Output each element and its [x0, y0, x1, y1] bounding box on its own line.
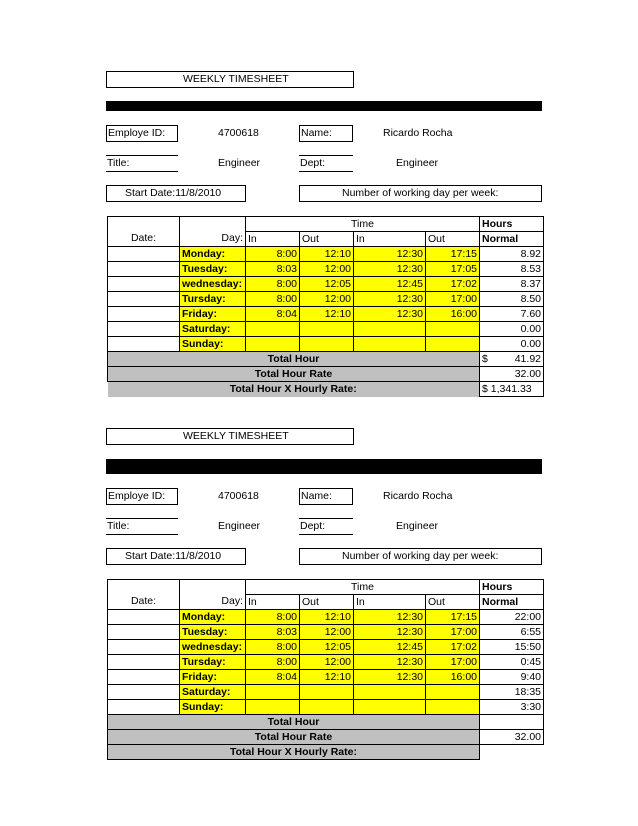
normal-cell: 9:40	[480, 670, 544, 685]
in1-cell: 8:00	[246, 277, 300, 292]
table-header-row	[108, 580, 544, 595]
in2-cell: 12:30	[354, 247, 426, 262]
in1-cell	[246, 700, 300, 715]
out2-header: Out	[426, 595, 480, 610]
table-subheader-row	[108, 232, 544, 247]
total-pay-row	[108, 382, 544, 397]
day-cell: Tuesday:	[180, 262, 246, 277]
total-hour-row	[108, 352, 544, 367]
employee-id-value: 4700618	[218, 490, 259, 502]
out1-cell	[300, 322, 354, 337]
normal-cell: 3:30	[480, 700, 544, 715]
day-header: Day:	[180, 232, 246, 247]
normal-header: Normal	[480, 232, 544, 247]
total-hour-value: 41.92	[514, 352, 541, 365]
title-label-line	[106, 518, 178, 535]
out2-cell	[426, 700, 480, 715]
table-header-row	[108, 217, 544, 232]
normal-cell: 8.53	[480, 262, 544, 277]
title-label: Title:	[107, 520, 130, 532]
in2-cell	[354, 337, 426, 352]
date-header: Date:	[108, 232, 180, 247]
in2-cell: 12:30	[354, 307, 426, 322]
total-pay-row	[108, 745, 544, 760]
in1-cell: 8:00	[246, 655, 300, 670]
table-row	[108, 655, 544, 670]
total-pay-label: Total Hour X Hourly Rate:	[108, 382, 480, 397]
total-hour-row	[108, 715, 544, 730]
total-pay-cell	[480, 382, 544, 397]
out1-cell: 12:10	[300, 307, 354, 322]
table-row	[108, 640, 544, 655]
in2-cell	[354, 322, 426, 337]
total-pay-value: 1,341.33	[490, 382, 532, 395]
table-row	[108, 670, 544, 685]
in1-header: In	[246, 232, 300, 247]
time-header: Time	[246, 580, 480, 595]
out1-cell: 12:00	[300, 262, 354, 277]
in2-cell: 12:45	[354, 277, 426, 292]
normal-cell: 0.00	[480, 322, 544, 337]
out2-cell	[426, 337, 480, 352]
table-row	[108, 610, 544, 625]
dept-label: Dept:	[300, 520, 326, 532]
total-rate-label: Total Hour Rate	[108, 367, 480, 382]
table-row	[108, 322, 544, 337]
normal-cell: 8.92	[480, 247, 544, 262]
normal-cell: 18:35	[480, 685, 544, 700]
in1-cell	[246, 685, 300, 700]
out1-cell	[300, 685, 354, 700]
total-hour-cell	[480, 352, 544, 367]
day-cell: Monday:	[180, 610, 246, 625]
normal-cell: 7.60	[480, 307, 544, 322]
out1-cell: 12:00	[300, 292, 354, 307]
working-days-box	[299, 548, 542, 565]
table-row	[108, 337, 544, 352]
out1-cell: 12:00	[300, 655, 354, 670]
table-row	[108, 625, 544, 640]
date-header: Date:	[108, 595, 180, 610]
table-subheader-row	[108, 595, 544, 610]
in1-cell	[246, 322, 300, 337]
out1-cell: 12:10	[300, 247, 354, 262]
employee-id-value: 4700618	[218, 127, 259, 139]
name-label: Name:	[301, 490, 332, 502]
name-label: Name:	[301, 127, 332, 139]
total-hour-label: Total Hour	[108, 715, 480, 730]
timesheet-table	[107, 579, 544, 760]
total-rate-value: 32.00	[480, 730, 544, 745]
dept-label-line	[299, 155, 353, 172]
sheet-title-box	[106, 71, 354, 88]
out1-header: Out	[300, 595, 354, 610]
out1-cell: 12:10	[300, 670, 354, 685]
table-row	[108, 307, 544, 322]
total-hour-label: Total Hour	[108, 352, 480, 367]
total-pay-currency: $	[482, 382, 488, 395]
out1-cell: 12:05	[300, 277, 354, 292]
in2-header: In	[354, 595, 426, 610]
in2-cell	[354, 685, 426, 700]
out2-cell: 16:00	[426, 670, 480, 685]
total-rate-label: Total Hour Rate	[108, 730, 480, 745]
timesheet-table	[107, 216, 544, 397]
in2-cell: 12:30	[354, 610, 426, 625]
total-hour-cell	[480, 715, 544, 730]
in2-header: In	[354, 232, 426, 247]
out2-header: Out	[426, 232, 480, 247]
out1-cell	[300, 337, 354, 352]
employee-id-label-box	[106, 488, 178, 505]
day-cell: Sunday:	[180, 700, 246, 715]
employee-name-value: Ricardo Rocha	[383, 490, 453, 502]
out1-header: Out	[300, 232, 354, 247]
sheet-title-box	[106, 428, 354, 445]
header-black-bar	[106, 459, 542, 474]
in1-header: In	[246, 595, 300, 610]
total-rate-value: 32.00	[480, 367, 544, 382]
start-date-box	[106, 548, 246, 565]
dept-value: Engineer	[396, 520, 439, 532]
in2-cell: 12:30	[354, 262, 426, 277]
total-rate-row	[108, 367, 544, 382]
normal-header: Normal	[480, 595, 544, 610]
normal-cell: 15:50	[480, 640, 544, 655]
working-days-label: Number of working day per week:	[342, 187, 499, 199]
normal-cell: 22:00	[480, 610, 544, 625]
dept-value: Engineer	[396, 157, 439, 169]
employee-id-label-box	[106, 125, 178, 142]
out2-cell	[426, 322, 480, 337]
day-cell: wednesday:	[180, 640, 246, 655]
working-days-box	[299, 185, 542, 202]
table-row	[108, 262, 544, 277]
day-cell: Sunday:	[180, 337, 246, 352]
out1-cell	[300, 700, 354, 715]
normal-cell: 8.37	[480, 277, 544, 292]
job-title-value: Engineer	[218, 520, 261, 532]
in2-cell: 12:45	[354, 640, 426, 655]
name-label-box	[299, 125, 353, 142]
dept-label-line	[299, 518, 353, 535]
in1-cell: 8:00	[246, 292, 300, 307]
in1-cell: 8:04	[246, 670, 300, 685]
out1-cell: 12:05	[300, 640, 354, 655]
table-row	[108, 277, 544, 292]
in1-cell: 8:00	[246, 610, 300, 625]
start-date: Start Date:11/8/2010	[125, 550, 222, 562]
employee-name-value: Ricardo Rocha	[383, 127, 453, 139]
in1-cell: 8:03	[246, 262, 300, 277]
out2-cell	[426, 685, 480, 700]
dept-label: Dept:	[300, 157, 326, 169]
in2-cell: 12:30	[354, 292, 426, 307]
hours-header: Hours	[480, 217, 544, 232]
in1-cell: 8:03	[246, 625, 300, 640]
name-label-box	[299, 488, 353, 505]
day-cell: Tursday:	[180, 655, 246, 670]
normal-cell: 6:55	[480, 625, 544, 640]
total-pay-cell	[480, 745, 544, 760]
header-black-bar	[106, 101, 542, 111]
day-cell: Tursday:	[180, 292, 246, 307]
day-cell: Friday:	[180, 670, 246, 685]
day-cell: Friday:	[180, 307, 246, 322]
sheet-title: WEEKLY TIMESHEET	[183, 430, 289, 442]
out2-cell: 17:00	[426, 655, 480, 670]
out1-cell: 12:00	[300, 625, 354, 640]
normal-cell: 8.50	[480, 292, 544, 307]
working-days-label: Number of working day per week:	[342, 550, 499, 562]
out2-cell: 17:02	[426, 277, 480, 292]
title-label-line	[106, 155, 178, 172]
in1-cell: 8:04	[246, 307, 300, 322]
out2-cell: 17:05	[426, 262, 480, 277]
in2-cell: 12:30	[354, 625, 426, 640]
out1-cell: 12:10	[300, 610, 354, 625]
time-header: Time	[246, 217, 480, 232]
normal-cell: 0.00	[480, 337, 544, 352]
in1-cell: 8:00	[246, 247, 300, 262]
start-date: Start Date:11/8/2010	[125, 187, 222, 199]
normal-cell: 0:45	[480, 655, 544, 670]
day-cell: Tuesday:	[180, 625, 246, 640]
in2-cell: 12:30	[354, 655, 426, 670]
table-row	[108, 292, 544, 307]
table-row	[108, 700, 544, 715]
table-row	[108, 247, 544, 262]
start-date-box	[106, 185, 246, 202]
employee-id-label: Employe ID:	[108, 127, 166, 139]
in2-cell	[354, 700, 426, 715]
total-hour-currency: $	[482, 352, 488, 365]
day-header: Day:	[180, 595, 246, 610]
title-label: Title:	[107, 157, 130, 169]
total-rate-row	[108, 730, 544, 745]
job-title-value: Engineer	[218, 157, 261, 169]
day-cell: wednesday:	[180, 277, 246, 292]
day-cell: Monday:	[180, 247, 246, 262]
out2-cell: 17:15	[426, 610, 480, 625]
out2-cell: 17:02	[426, 640, 480, 655]
out2-cell: 16:00	[426, 307, 480, 322]
in1-cell	[246, 337, 300, 352]
out2-cell: 17:00	[426, 625, 480, 640]
total-pay-label: Total Hour X Hourly Rate:	[108, 745, 480, 760]
out2-cell: 17:15	[426, 247, 480, 262]
table-row	[108, 685, 544, 700]
day-cell: Saturday:	[180, 685, 246, 700]
in1-cell: 8:00	[246, 640, 300, 655]
sheet-title: WEEKLY TIMESHEET	[183, 73, 289, 85]
out2-cell: 17:00	[426, 292, 480, 307]
in2-cell: 12:30	[354, 670, 426, 685]
employee-id-label: Employe ID:	[108, 490, 166, 502]
day-cell: Saturday:	[180, 322, 246, 337]
hours-header: Hours	[480, 580, 544, 595]
